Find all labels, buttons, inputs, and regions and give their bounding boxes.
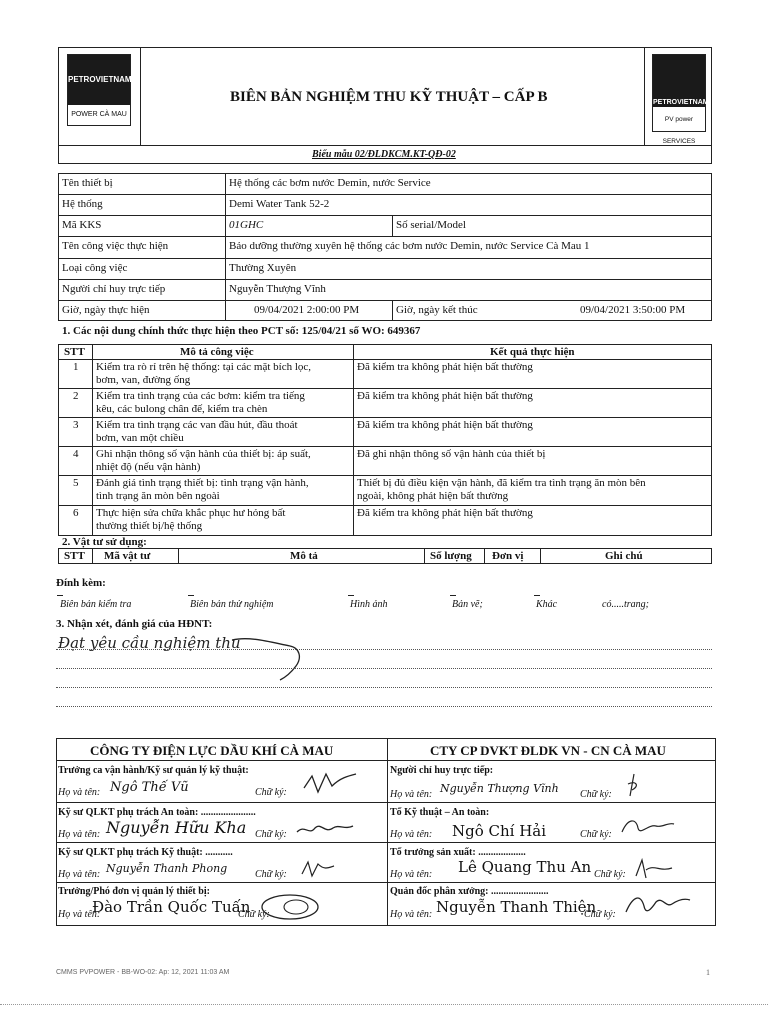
signature-4 [256, 890, 326, 924]
signature-6 [618, 814, 678, 840]
signature-label: Chữ ký: [584, 909, 616, 920]
left-name-2: Nguyễn Hữu Kha [106, 818, 247, 837]
work-type-value: Thường Xuyên [229, 262, 297, 274]
signature-3 [298, 858, 338, 880]
kks-value: 01GHC [229, 219, 264, 231]
attachment-images: Hình ảnh [350, 599, 388, 610]
leader-value: Nguyễn Thượng Vĩnh [229, 283, 326, 295]
row-desc-line1: Kiểm tra tình trạng các van đầu hút, đầu thoát [96, 419, 298, 431]
section3-heading: 3. Nhận xét, đánh giá của HĐNT: [56, 618, 213, 630]
left-role-3: Kỹ sư QLKT phụ trách Kỹ thuật: ........... [58, 847, 233, 858]
signature-1 [300, 768, 360, 800]
form-code: Biểu mẫu 02/ĐLDKCM.KT-QĐ-02 [312, 149, 456, 160]
left-name-4: Đào Trần Quốc Tuấn [92, 898, 251, 916]
attachment-test-report: Biên bản thử nghiệm [190, 599, 274, 610]
row-stt: 1 [73, 361, 79, 373]
system-label: Hệ thống [62, 198, 103, 210]
row-result-line1: Đã kiểm tra không phát hiện bất thường [357, 419, 533, 431]
device-value: Hệ thống các bơm nước Demin, nước Service [229, 177, 431, 189]
section1-heading: 1. Các nội dung chính thức thực hiện theo PCT số: 125/04/21 số WO: 649367 [62, 325, 421, 337]
row-desc-line1: Kiểm tra rò rỉ trên hệ thống: tại các mặt bích lọc, [96, 361, 312, 373]
right-name-1: Nguyễn Thượng Vĩnh [440, 782, 559, 795]
name-label: Họ và tên: [390, 909, 433, 920]
row-result-line1: Đã kiểm tra không phát hiện bất thường [357, 390, 533, 402]
row-stt: 3 [73, 419, 79, 431]
signature-label: Chữ ký: [580, 829, 612, 840]
materials-col-stt: STT [64, 550, 85, 562]
row-desc-line2: thường thiết bị/hệ thống [96, 520, 203, 532]
document-title: BIÊN BẢN NGHIỆM THU KỸ THUẬT – CẤP B [230, 89, 548, 105]
row-desc-line1: Thực hiện sửa chữa khắc phục hư hỏng bất [96, 507, 286, 519]
left-company-title: CÔNG TY ĐIỆN LỰC DẦU KHÍ CÀ MAU [90, 743, 334, 758]
left-name-1: Ngô Thế Vũ [110, 780, 189, 795]
attachments-heading: Đính kèm: [56, 577, 106, 589]
right-name-4: Nguyễn Thanh Thiện [436, 898, 597, 916]
attachment-inspection-report: Biên bản kiểm tra [60, 599, 132, 610]
materials-col-unit: Đơn vị [492, 550, 524, 562]
signature-label: Chữ ký: [594, 869, 626, 880]
signature-2 [295, 818, 355, 842]
right-name-3: Lê Quang Thu An [458, 858, 592, 876]
device-label: Tên thiết bị [62, 177, 113, 189]
col-stt: STT [64, 346, 85, 358]
row-stt: 4 [73, 448, 79, 460]
row-desc-line2: bơm, van một chiều [96, 432, 184, 444]
signature-label: Chữ ký: [238, 909, 270, 920]
left-role-4: Trưởng/Phó đơn vị quản lý thiết bị: [58, 886, 210, 897]
attachment-pages: có.....trang; [602, 599, 649, 610]
signature-label: Chữ ký: [255, 787, 287, 798]
name-label: Họ và tên: [58, 869, 101, 880]
col-result: Kết quả thực hiện [490, 346, 575, 358]
right-role-2: Tổ Kỹ thuật – An toàn: [390, 807, 490, 818]
row-stt: 2 [73, 390, 79, 402]
signature-label: Chữ ký: [255, 829, 287, 840]
right-role-3: Tổ trưởng sản xuất: ................... [390, 847, 526, 858]
materials-col-desc: Mô tả [290, 550, 318, 562]
materials-col-qty: Số lượng [430, 550, 472, 562]
row-result-line1: Thiết bị đủ điều kiện vận hành, đã kiểm tra tình trạng ăn mòn bên [357, 477, 646, 489]
petrovietnam-power-logo: PETROVIETNAM POWER CÀ MAU [67, 54, 131, 126]
job-value: Bảo dưỡng thường xuyên hệ thống các bơm nước Demin, nước Service Cà Mau 1 [229, 240, 590, 252]
right-role-1: Người chỉ huy trực tiếp: [390, 765, 494, 776]
signature-label: Chữ ký: [255, 869, 287, 880]
section2-heading: 2. Vật tư sử dụng: [62, 536, 147, 548]
start-value: 09/04/2021 2:00:00 PM [254, 304, 360, 316]
name-label: Họ và tên: [58, 829, 101, 840]
right-company-title: CTY CP DVKT ĐLDK VN - CN CÀ MAU [430, 743, 666, 758]
comment-scribble [230, 632, 310, 682]
work-type-label: Loại công việc [62, 262, 128, 274]
name-label: Họ và tên: [390, 789, 433, 800]
signature-label: Chữ ký: [580, 789, 612, 800]
row-desc-line2: kêu, các bulong chân đế, kiểm tra chèn [96, 403, 268, 415]
signature-8 [622, 888, 692, 922]
row-desc-line2: nhiệt độ (nếu vận hành) [96, 461, 201, 473]
left-role-1: Trưởng ca vận hành/Kỹ sư quản lý kỹ thuật: [58, 765, 249, 776]
row-result-line1: Đã kiểm tra không phát hiện bất thường [357, 361, 533, 373]
row-stt: 5 [73, 477, 79, 489]
row-desc-line1: Kiểm tra tình trạng của các bơm: kiểm tra tiếng [96, 390, 305, 402]
attachment-drawings: Bản vẽ; [452, 599, 483, 610]
left-role-2: Kỹ sư QLKT phụ trách An toàn: ...................... [58, 807, 256, 818]
row-desc-line1: Đánh giá tình trạng thiết bị: tình trạng vận hành, [96, 477, 309, 489]
materials-col-note: Ghi chú [605, 550, 643, 562]
serial-label: Số serial/Model [396, 219, 466, 231]
col-description: Mô tả công việc [180, 346, 254, 358]
row-result-line1: Đã ghi nhận thông số vận hành của thiết bị [357, 448, 546, 460]
row-desc-line1: Ghi nhận thông số vận hành của thiết bị: áp suất, [96, 448, 311, 460]
row-desc-line2: bơm, van, đường ống [96, 374, 191, 386]
left-name-3: Nguyễn Thanh Phong [106, 862, 228, 875]
name-label: Họ và tên: [390, 869, 433, 880]
materials-col-code: Mã vật tư [104, 550, 151, 562]
leader-label: Người chỉ huy trực tiếp [62, 283, 166, 295]
end-label: Giờ, ngày kết thúc [396, 304, 478, 316]
row-result-line2: ngoài, không phát hiện bất thường [357, 490, 509, 502]
footer-stamp: CMMS PVPOWER - BB-WO-02: Ap: 12, 2021 11:03 AM [56, 969, 230, 976]
handwritten-comment: Đạt yêu cầu nghiệm thu [58, 634, 241, 652]
signature-7 [632, 856, 676, 882]
right-role-4: Quản đốc phân xưởng: ....................... [390, 886, 549, 897]
kks-label: Mã KKS [62, 219, 102, 231]
row-desc-line2: tình trạng ăn mòn bên ngoài [96, 490, 220, 502]
signature-5 [620, 772, 650, 800]
attachment-other: Khác [536, 599, 558, 610]
pv-power-services-logo: PETROVIETNAM PV power SERVICES [652, 54, 706, 132]
system-value: Demi Water Tank 52-2 [229, 198, 330, 210]
right-name-2: Ngô Chí Hải [452, 822, 547, 840]
end-value: 09/04/2021 3:50:00 PM [580, 304, 686, 316]
name-label: Họ và tên: [58, 787, 101, 798]
row-stt: 6 [73, 507, 79, 519]
start-label: Giờ, ngày thực hiện [62, 304, 150, 316]
name-label: Họ và tên: [58, 909, 101, 920]
name-label: Họ và tên: [390, 829, 433, 840]
job-label: Tên công việc thực hiện [62, 240, 169, 252]
row-result-line1: Đã kiểm tra không phát hiện bất thường [357, 507, 533, 519]
page-number: 1 [706, 968, 710, 977]
